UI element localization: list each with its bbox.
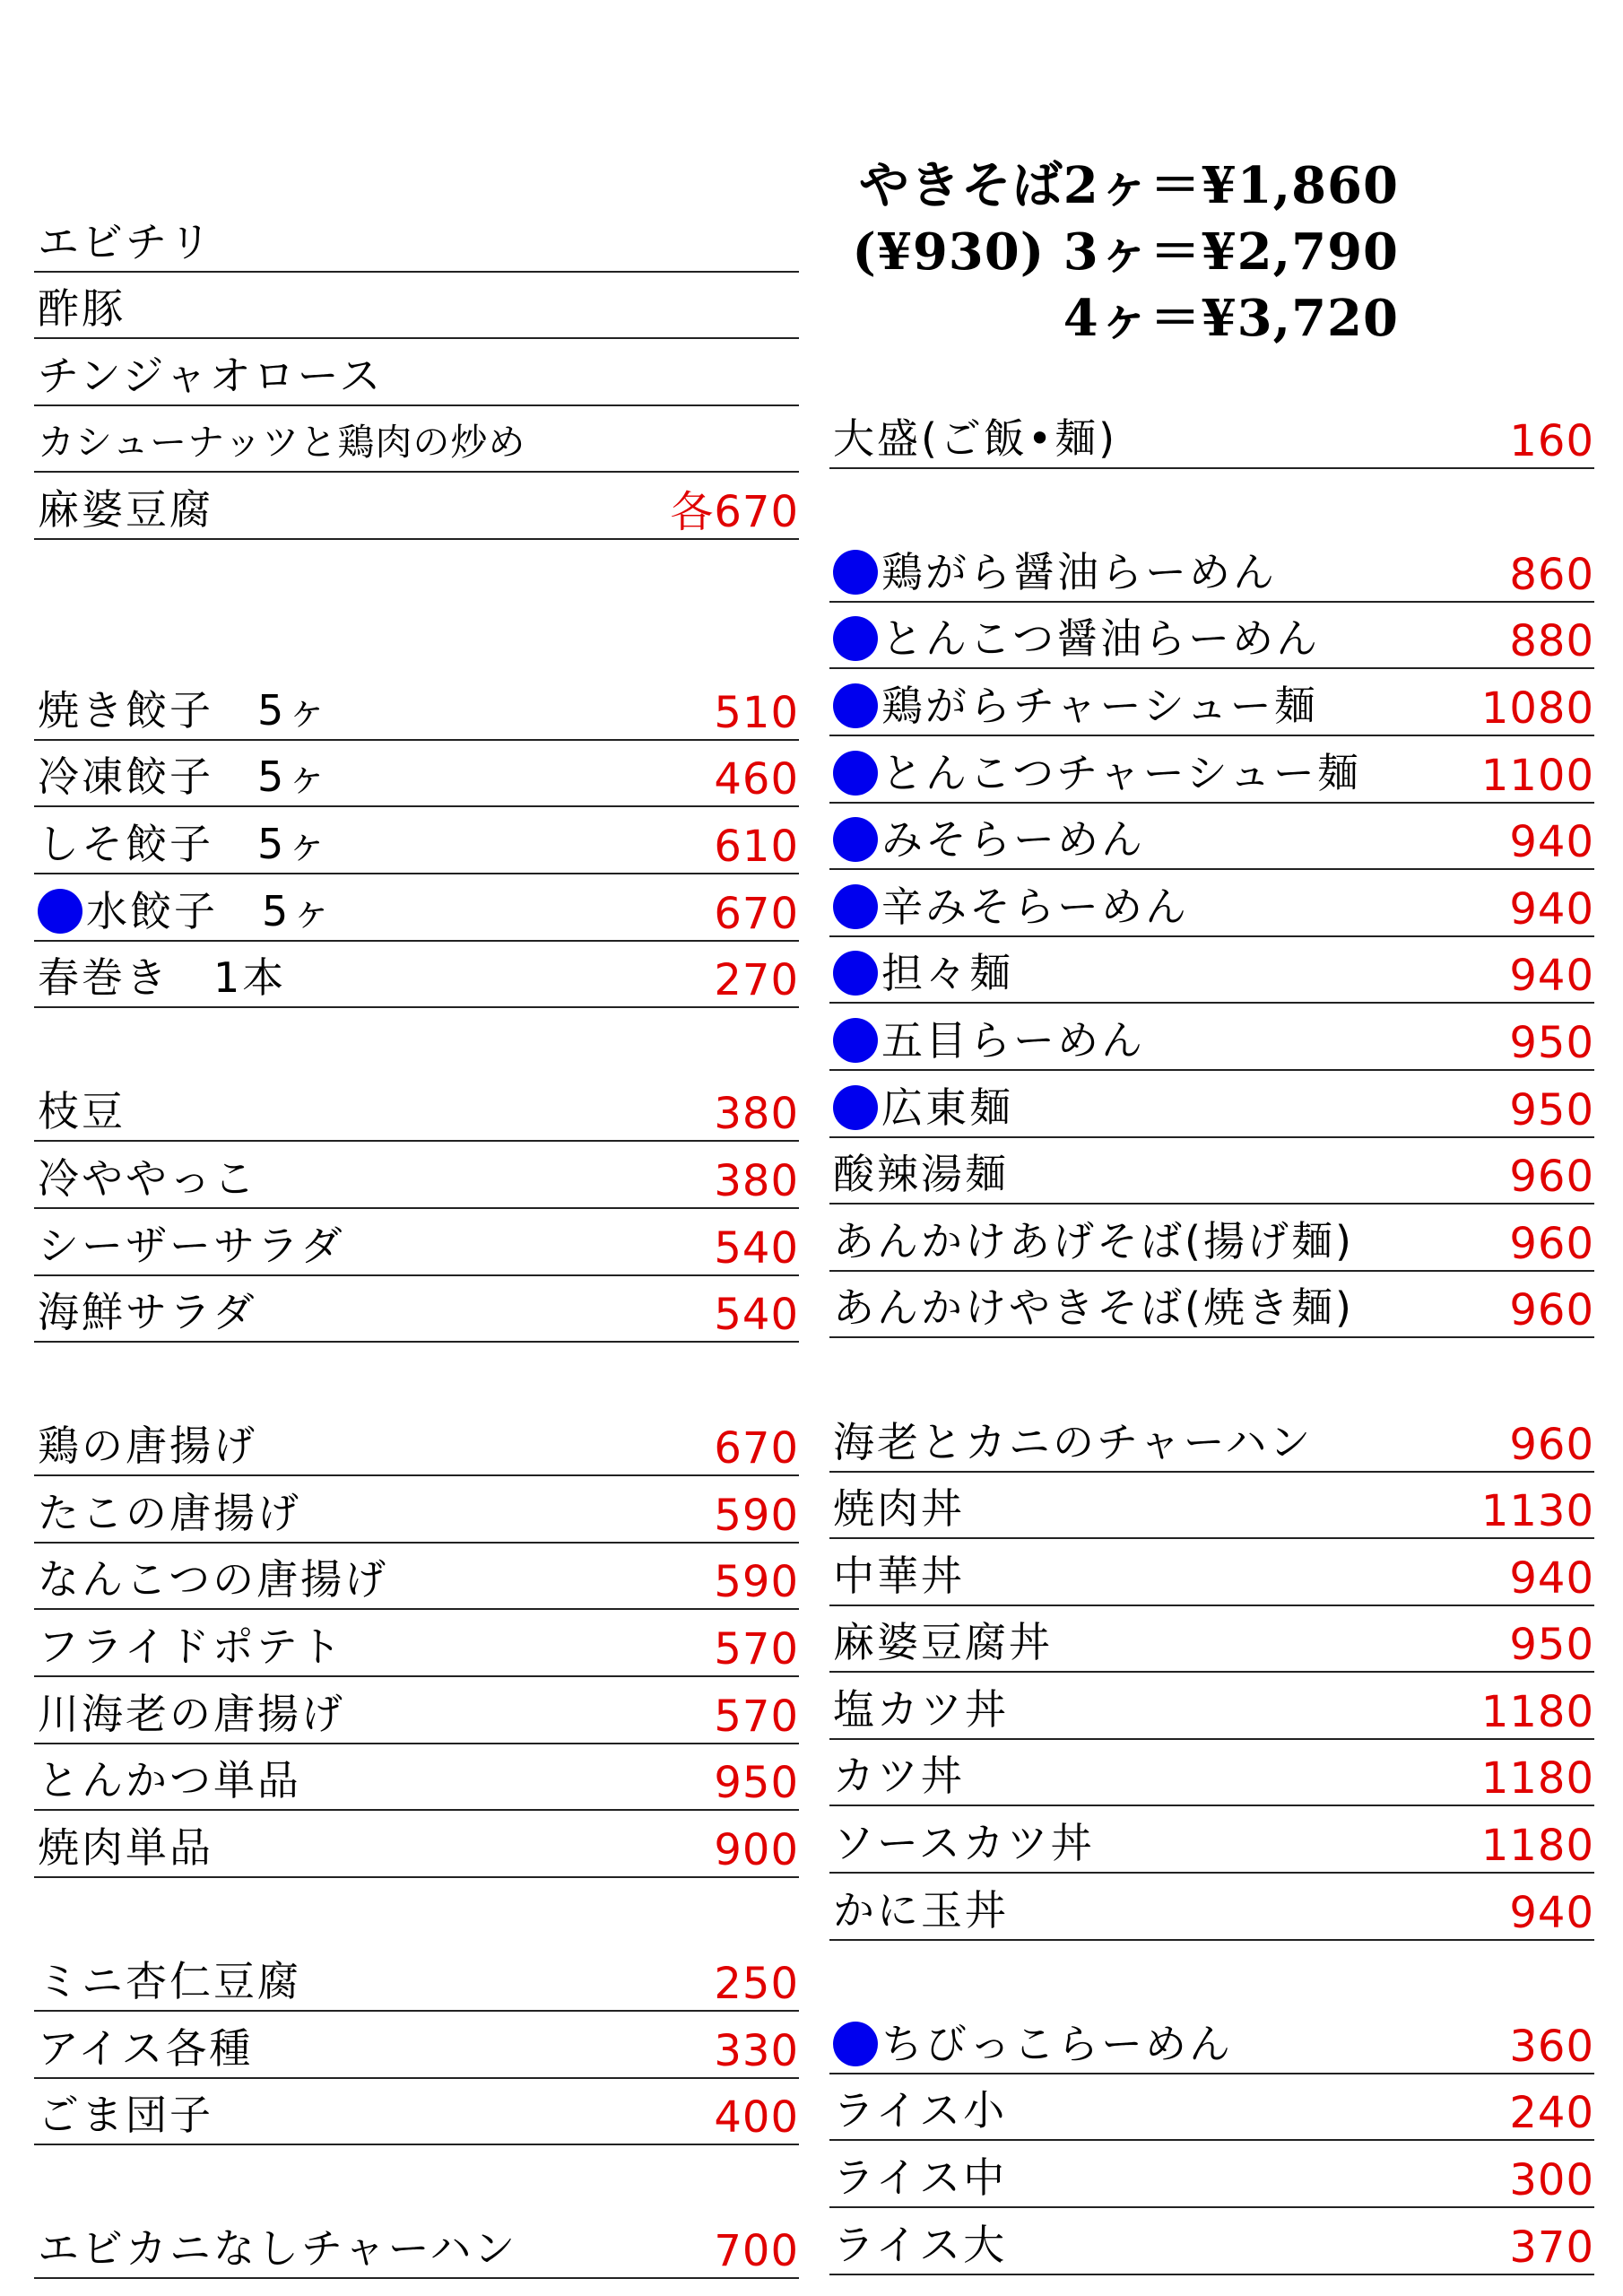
combo-line-3: 4ヶ＝¥3,720 bbox=[1063, 289, 1399, 348]
menu-item-price: 900 bbox=[714, 1824, 799, 1875]
menu-item-name bbox=[38, 349, 383, 403]
menu-item-row bbox=[829, 1606, 1594, 1674]
menu-item-price: 590 bbox=[714, 1557, 799, 1608]
menu-item-label: フライドポテト bbox=[38, 1622, 344, 1672]
menu-item-row bbox=[34, 1410, 799, 1477]
menu-item-price: 570 bbox=[714, 1624, 799, 1675]
menu-item-label: あんかけやきそば(焼き麺) bbox=[833, 1283, 1354, 1333]
menu-item-row bbox=[829, 1004, 1594, 1071]
menu-item-name bbox=[38, 2022, 253, 2075]
menu-item-label: ちびっこらーめん bbox=[881, 2019, 1233, 2068]
menu-item-row bbox=[829, 1874, 1594, 1941]
menu-item-price: 各670 bbox=[670, 486, 799, 537]
menu-item-name bbox=[833, 1147, 1009, 1201]
blue-dot-icon bbox=[833, 616, 878, 661]
menu-item-row bbox=[829, 736, 1594, 804]
blue-dot-icon bbox=[38, 889, 82, 934]
menu-item-price: 250 bbox=[714, 1959, 799, 2010]
menu-item-label: 中華丼 bbox=[833, 1551, 965, 1600]
menu-item-row bbox=[34, 1142, 799, 1209]
menu-item-name bbox=[833, 1081, 1013, 1135]
menu-item-name bbox=[38, 1753, 301, 1807]
menu-item-price: 1180 bbox=[1480, 1821, 1594, 1872]
menu-item-row bbox=[34, 874, 799, 942]
menu-item-row bbox=[34, 1944, 799, 2012]
blue-dot-icon bbox=[833, 751, 878, 796]
menu-item-name bbox=[833, 1415, 1313, 1469]
menu-item-price: 1080 bbox=[1480, 683, 1594, 734]
menu-item-label: とんかつ単品 bbox=[38, 1756, 301, 1805]
menu-item-price: 400 bbox=[714, 2092, 799, 2144]
menu-item-row bbox=[829, 804, 1594, 871]
menu-item-name bbox=[833, 880, 1189, 934]
blue-dot-icon bbox=[833, 2022, 878, 2066]
menu-item-row bbox=[34, 1209, 799, 1276]
menu-item-name bbox=[38, 1954, 301, 2008]
menu-spacer bbox=[829, 469, 1594, 536]
menu-item-row bbox=[829, 2208, 1594, 2275]
menu-item-name bbox=[38, 884, 334, 938]
menu-item-label: ライス小 bbox=[833, 2086, 1008, 2135]
menu-item-label: ミニ杏仁豆腐 bbox=[38, 1957, 301, 2006]
menu-item-label: 川海老の唐揚げ bbox=[38, 1689, 345, 1738]
blue-dot-icon bbox=[833, 817, 878, 862]
menu-item-name bbox=[38, 817, 330, 871]
menu-item-name bbox=[38, 215, 213, 269]
menu-right-column bbox=[829, 402, 1594, 2275]
menu-item-label: しそ餃子 5ヶ bbox=[38, 819, 331, 868]
menu-item-row bbox=[34, 1811, 799, 1878]
menu-item-label: 春巻き 1本 bbox=[38, 953, 287, 1003]
menu-item-label: 枝豆 bbox=[38, 1087, 126, 1136]
menu-item-label: 海老とカニのチャーハン bbox=[833, 1417, 1314, 1466]
menu-item-label: あんかけあげそば(揚げ麺) bbox=[833, 1216, 1354, 1265]
menu-item-row bbox=[34, 2012, 799, 2079]
menu-item-row bbox=[829, 1405, 1594, 1473]
menu-left-column bbox=[34, 205, 799, 2279]
menu-item-price: 1100 bbox=[1480, 750, 1594, 801]
menu-item-name bbox=[38, 1219, 345, 1273]
menu-item-price: 330 bbox=[714, 2025, 799, 2076]
menu-item-name bbox=[38, 2222, 517, 2275]
menu-item-row bbox=[34, 674, 799, 741]
menu-item-price: 950 bbox=[1509, 1017, 1594, 1068]
menu-item-row bbox=[34, 339, 799, 406]
menu-item-row bbox=[34, 2213, 799, 2280]
menu-item-row bbox=[829, 402, 1594, 469]
menu-item-name bbox=[38, 951, 286, 1004]
menu-item-name bbox=[833, 946, 1013, 1000]
menu-item-label: 五目らーめん bbox=[881, 1015, 1145, 1065]
menu-item-row bbox=[34, 1744, 799, 1812]
menu-item-name bbox=[38, 1285, 257, 1339]
menu-item-price: 460 bbox=[714, 754, 799, 805]
menu-item-row bbox=[829, 2007, 1594, 2074]
menu-item-row bbox=[829, 1673, 1594, 1740]
menu-item-name bbox=[833, 1482, 965, 1535]
menu-item-label: 酸辣湯麺 bbox=[833, 1150, 1009, 1199]
menu-item-label: ごま団子 bbox=[38, 2091, 213, 2140]
menu-item-name bbox=[833, 545, 1277, 599]
menu-item-label: 担々麺 bbox=[881, 949, 1013, 998]
menu-item-row bbox=[34, 273, 799, 340]
menu-item-label: 焼肉単品 bbox=[38, 1822, 213, 1872]
menu-item-label: 冷ややっこ bbox=[38, 1153, 257, 1203]
menu-item-label: 焼肉丼 bbox=[833, 1484, 965, 1534]
menu-item-row bbox=[34, 807, 799, 874]
menu-item-price: 1180 bbox=[1480, 1686, 1594, 1737]
blue-dot-icon bbox=[833, 1018, 878, 1063]
menu-item-price: 360 bbox=[1509, 2021, 1594, 2072]
menu-item-row bbox=[829, 1539, 1594, 1606]
menu-item-row bbox=[34, 1276, 799, 1344]
menu-item-price: 1130 bbox=[1480, 1486, 1594, 1537]
menu-item-name bbox=[833, 1816, 1095, 1870]
menu-item-name bbox=[833, 1883, 1009, 1937]
menu-item-label: 麻婆豆腐丼 bbox=[833, 1618, 1053, 1667]
menu-item-label: 水餃子 5ヶ bbox=[86, 886, 335, 935]
menu-item-price: 240 bbox=[1509, 2088, 1594, 2139]
menu-item-label: 鶏がら醤油らーめん bbox=[881, 547, 1277, 596]
menu-item-row bbox=[34, 942, 799, 1009]
menu-item-name bbox=[38, 1552, 388, 1606]
menu-item-name bbox=[38, 1152, 257, 1205]
menu-item-price: 380 bbox=[714, 1089, 799, 1140]
menu-item-name bbox=[38, 483, 213, 536]
menu-item-row bbox=[829, 603, 1594, 670]
menu-item-price: 670 bbox=[714, 888, 799, 939]
menu-item-name bbox=[38, 282, 126, 335]
menu-item-name bbox=[38, 1084, 126, 1138]
menu-item-name bbox=[833, 612, 1320, 665]
menu-spacer bbox=[34, 1008, 799, 1075]
menu-spacer bbox=[829, 1338, 1594, 1405]
menu-item-price: 960 bbox=[1509, 1419, 1594, 1470]
blue-dot-icon bbox=[833, 550, 878, 595]
menu-item-price: 940 bbox=[1509, 1552, 1594, 1604]
menu-item-price: 960 bbox=[1509, 1285, 1594, 1336]
menu-item-price: 960 bbox=[1509, 1152, 1594, 1203]
menu-item-price: 940 bbox=[1509, 883, 1594, 935]
menu-item-label: 大盛(ご飯•麺) bbox=[833, 413, 1118, 463]
menu-item-name bbox=[833, 1013, 1145, 1067]
menu-item-name bbox=[38, 1419, 257, 1473]
menu-item-row bbox=[829, 1205, 1594, 1272]
menu-item-row bbox=[34, 1610, 799, 1677]
menu-item-row bbox=[829, 1740, 1594, 1807]
menu-item-row bbox=[34, 1075, 799, 1143]
menu-item-price: 270 bbox=[714, 955, 799, 1006]
menu-item-row bbox=[34, 2079, 799, 2146]
menu-item-label: 焼き餃子 5ヶ bbox=[38, 685, 331, 735]
menu-item-row bbox=[829, 1272, 1594, 1339]
menu-item-name bbox=[38, 1620, 344, 1674]
menu-item-price: 880 bbox=[1509, 616, 1594, 667]
menu-item-price: 1180 bbox=[1480, 1753, 1594, 1805]
menu-item-price: 540 bbox=[714, 1290, 799, 1341]
menu-item-name bbox=[38, 750, 330, 804]
menu-item-name bbox=[833, 1683, 1009, 1736]
menu-item-label: 海鮮サラダ bbox=[38, 1288, 257, 1337]
menu-item-price: 510 bbox=[714, 687, 799, 738]
menu-item-row bbox=[829, 937, 1594, 1004]
menu-item-name bbox=[833, 1549, 965, 1603]
menu-item-label: カツ丼 bbox=[833, 1752, 965, 1801]
menu-spacer bbox=[829, 1941, 1594, 2008]
menu-item-label: 鶏の唐揚げ bbox=[38, 1422, 257, 1471]
menu-item-price: 380 bbox=[714, 1155, 799, 1206]
blue-dot-icon bbox=[833, 884, 878, 929]
menu-item-price: 670 bbox=[714, 1423, 799, 1474]
blue-dot-icon bbox=[833, 683, 878, 728]
menu-item-row bbox=[829, 1071, 1594, 1138]
menu-item-label: 辛みそらーめん bbox=[881, 882, 1189, 931]
menu-item-label: ライス中 bbox=[833, 2153, 1008, 2203]
menu-item-name bbox=[833, 412, 1117, 465]
menu-item-price: 570 bbox=[714, 1691, 799, 1742]
menu-item-price: 940 bbox=[1509, 817, 1594, 868]
menu-spacer bbox=[34, 1878, 799, 1945]
menu-item-price: 940 bbox=[1509, 951, 1594, 1002]
menu-item-name bbox=[833, 679, 1318, 733]
menu-item-row bbox=[34, 1544, 799, 1611]
menu-item-label: とんこつチャーシュー麺 bbox=[881, 748, 1361, 797]
menu-item-label: 酢豚 bbox=[38, 284, 126, 334]
menu-item-row bbox=[829, 535, 1594, 603]
menu-item-label: 広東麺 bbox=[881, 1083, 1013, 1132]
menu-item-label: みそらーめん bbox=[881, 815, 1145, 865]
menu-item-label: 鶏がらチャーシュー麺 bbox=[881, 681, 1318, 730]
menu-item-row bbox=[34, 1677, 799, 1744]
menu-item-row bbox=[829, 2074, 1594, 2142]
menu-item-row bbox=[34, 741, 799, 808]
blue-dot-icon bbox=[833, 1085, 878, 1130]
menu-item-row bbox=[829, 1138, 1594, 1205]
menu-item-name bbox=[833, 2017, 1233, 2071]
menu-item-label: なんこつの唐揚げ bbox=[38, 1555, 389, 1605]
menu-item-row bbox=[829, 870, 1594, 937]
menu-item-price: 950 bbox=[1509, 1084, 1594, 1135]
menu-item-label: とんこつ醤油らーめん bbox=[881, 614, 1321, 664]
combo-line-1: やきそば2ヶ＝¥1,860 bbox=[858, 156, 1399, 215]
menu-item-name bbox=[833, 2218, 1007, 2272]
menu-item-name bbox=[833, 1281, 1354, 1335]
menu-item-row bbox=[829, 2141, 1594, 2208]
menu-item-price: 610 bbox=[714, 821, 799, 872]
menu-item-name bbox=[833, 2083, 1007, 2137]
menu-item-row bbox=[34, 205, 799, 273]
menu-item-name bbox=[38, 415, 525, 469]
menu-item-label: エビカニなしチャーハン bbox=[38, 2224, 518, 2274]
menu-item-price: 960 bbox=[1509, 1218, 1594, 1269]
menu-item-name bbox=[38, 1687, 345, 1741]
menu-item-row bbox=[34, 406, 799, 474]
menu-item-label: エビチリ bbox=[38, 217, 213, 266]
menu-item-label: 麻婆豆腐 bbox=[38, 484, 213, 534]
menu-item-price: 160 bbox=[1509, 415, 1594, 466]
menu-item-row bbox=[34, 473, 799, 540]
menu-item-price: 700 bbox=[714, 2226, 799, 2277]
menu-spacer bbox=[34, 607, 799, 674]
menu-item-row bbox=[34, 1476, 799, 1544]
menu-item-name bbox=[38, 2088, 213, 2142]
menu-item-name bbox=[38, 1486, 301, 1540]
menu-item-name bbox=[833, 813, 1145, 866]
menu-item-price: 950 bbox=[714, 1758, 799, 1809]
menu-item-name bbox=[833, 746, 1361, 800]
menu-item-price: 540 bbox=[714, 1222, 799, 1274]
menu-item-name bbox=[833, 2151, 1007, 2205]
menu-item-price: 590 bbox=[714, 1490, 799, 1541]
menu-item-price: 300 bbox=[1509, 2155, 1594, 2206]
menu-spacer bbox=[34, 1343, 799, 1410]
menu-item-label: ソースカツ丼 bbox=[833, 1819, 1095, 1868]
menu-item-label: シーザーサラダ bbox=[38, 1221, 345, 1270]
menu-item-label: カシューナッツと鶏肉の炒め bbox=[38, 421, 526, 465]
menu-item-name bbox=[38, 1821, 213, 1874]
menu-item-name bbox=[38, 683, 330, 737]
menu-item-label: アイス各種 bbox=[38, 2023, 254, 2073]
menu-item-label: かに玉丼 bbox=[833, 1885, 1009, 1935]
menu-item-label: 塩カツ丼 bbox=[833, 1684, 1009, 1734]
menu-item-price: 950 bbox=[1509, 1620, 1594, 1671]
menu-spacer bbox=[34, 540, 799, 607]
menu-item-price: 860 bbox=[1509, 549, 1594, 600]
menu-item-name bbox=[833, 1214, 1354, 1268]
menu-item-label: ライス大 bbox=[833, 2220, 1008, 2269]
menu-spacer bbox=[34, 2145, 799, 2213]
blue-dot-icon bbox=[833, 951, 878, 996]
combo-line-2: (¥930) 3ヶ＝¥2,790 bbox=[852, 222, 1399, 282]
menu-item-price: 370 bbox=[1509, 2222, 1594, 2273]
menu-item-row bbox=[829, 669, 1594, 736]
menu-item-label: チンジャオロース bbox=[38, 351, 384, 400]
menu-item-name bbox=[833, 1749, 965, 1803]
menu-item-name bbox=[833, 1615, 1053, 1669]
menu-item-row bbox=[829, 1806, 1594, 1874]
menu-item-price: 940 bbox=[1509, 1887, 1594, 1938]
menu-item-label: 冷凍餃子 5ヶ bbox=[38, 752, 331, 802]
menu-item-label: たこの唐揚げ bbox=[38, 1488, 301, 1537]
menu-item-row bbox=[829, 1473, 1594, 1540]
